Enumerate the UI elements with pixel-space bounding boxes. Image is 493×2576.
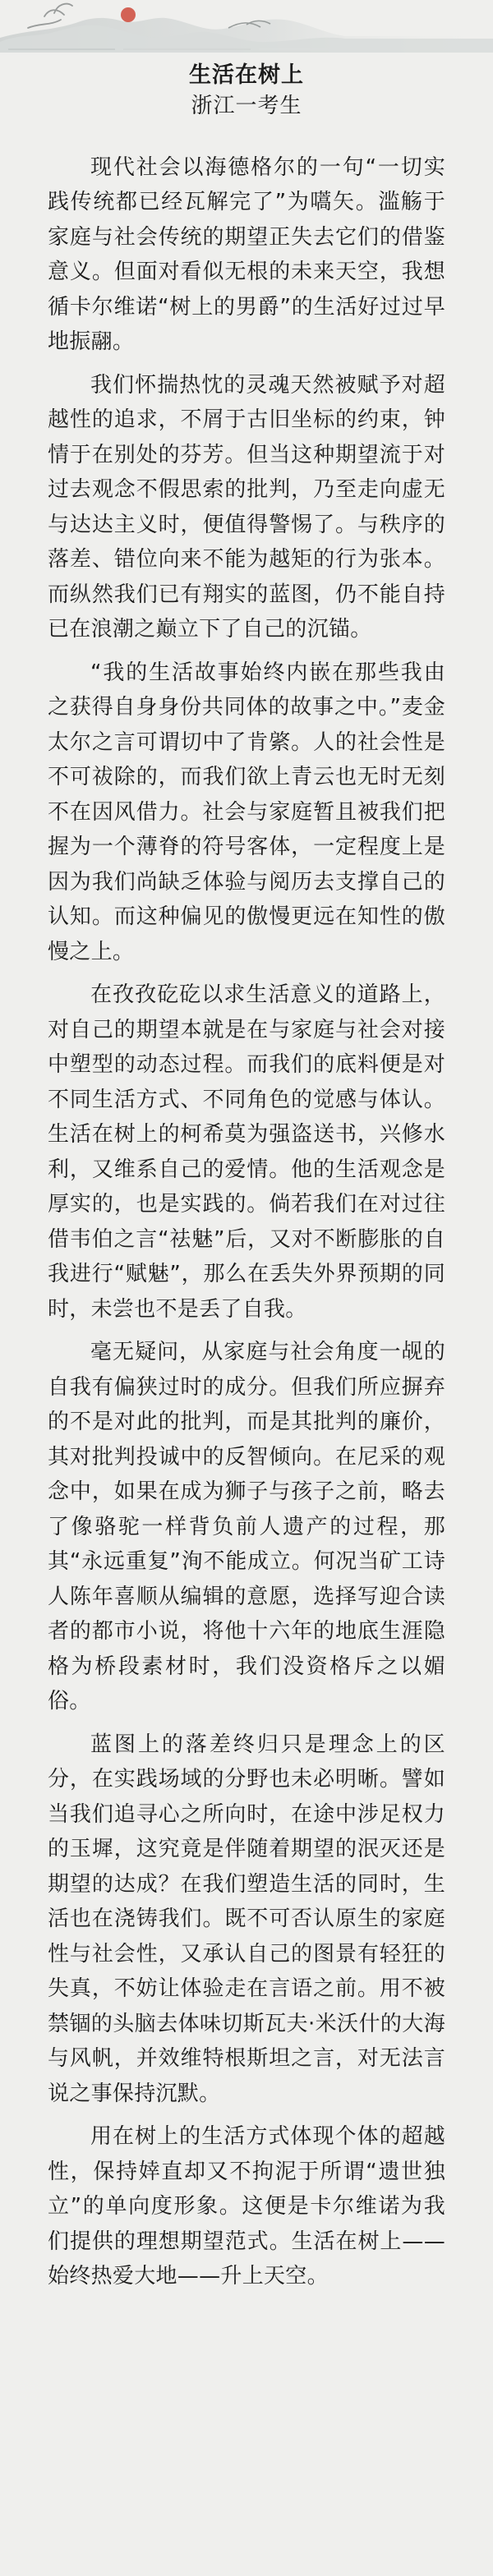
decorative-header-svg: [0, 0, 493, 53]
paragraph: “我的生活故事始终内嵌在那些我由之获得自身身份共同体的故事之中。”麦金太尔之言可谓切中了肯綮。人的社会性是不可祓除的，而我们欲上青云也无时无刻不在因风借力。社会与家庭暂且被我们把握为一个薄脊的符号客体，一定程度上是因为我们尚缺乏体验与阅历去支撑自己的认知。而这种偏见的傲慢更远在知性的傲慢之上。: [48, 660, 445, 964]
paragraph: 现代社会以海德格尔的一句“一切实践传统都已经瓦解完了”为嚆矢。滥觞于家庭与社会传统的期望正失去它们的借鉴意义。但面对看似无根的未来天空，我想循卡尔维诺“树上的男爵”的生活好过过早地振翮。: [48, 154, 445, 355]
article-author: 浙江一考生: [191, 94, 302, 119]
paragraph: 毫无疑问，从家庭与社会角度一觇的自我有偏狭过时的成分。但我们所应摒弃的不是对此的批判，而是其批判的廉价，其对批判投诚中的反智倾向。在尼采的观念中，如果在成为狮子与孩子之前，略去了像骆驼一样背负前人遗产的过程，那其“永远重复”洵不能成立。何况当矿工诗人陈年喜顺从编辑的意愿，选择写迎合读者的都市小说，将他十六年的地底生涯隐格为桥段素材时，我们没资格斥之以媚俗。: [48, 1340, 445, 1714]
article-header: [48, 59, 445, 122]
paragraph: 在孜孜矻矻以求生活意义的道路上，对自己的期望本就是在与家庭与社会对接中塑型的动态过程。而我们的底料便是对不同生活方式、不同角色的觉感与体认。生活在树上的柯希莫为强盗送书，兴修水利，又维系自己的爱情。他的生活观念是厚实的，也是实践的。倘若我们在对过往借韦伯之言“祛魅”后，又对不断膨胀的自我进行“赋魅”，那么在丢失外界预期的同时，未尝也不是丢了自我。: [48, 982, 445, 1322]
article-title: 生活在树上: [189, 62, 304, 88]
paragraph: 蓝图上的落差终归只是理念上的区分，在实践场域的分野也未必明晰。譬如当我们追寻心之所向时，在途中涉足权力的玉墀，这究竟是伴随着期望的泯灭还是期望的达成？在我们塑造生活的同时，生活也在浇铸我们。既不可否认原生的家庭性与社会性，又承认自己的图景有轻狂的失真，不妨让体验走在言语之前。用不被禁锢的头脑去体味切斯瓦夫·米沃什的大海与风帆，并效维特根斯坦之言，对无法言说之事保持沉默。: [48, 1732, 445, 2106]
ink-mountain-crane-icon: [0, 0, 493, 53]
paragraph: 用在树上的生活方式体现个体的超越性，保持婞直却又不拘泥于所谓“遗世独立”的单向度形象。这便是卡尔维诺为我们提供的理想期望范式。生活在树上——始终热爱大地——升上天空。: [48, 2124, 445, 2289]
paragraph: 我们怀揣热忱的灵魂天然被赋予对超越性的追求，不屑于古旧坐标的约束，钟情于在别处的芬芳。但当这种期望流于对过去观念不假思索的批判，乃至走向虚无与达达主义时，便值得警惕了。与秩序的落差、错位向来不能为越矩的行为张本。而纵然我们已有翔实的蓝图，仍不能自持已在浪潮之巅立下了自己的沉锚。: [48, 372, 445, 642]
article-content: [48, 59, 445, 2302]
